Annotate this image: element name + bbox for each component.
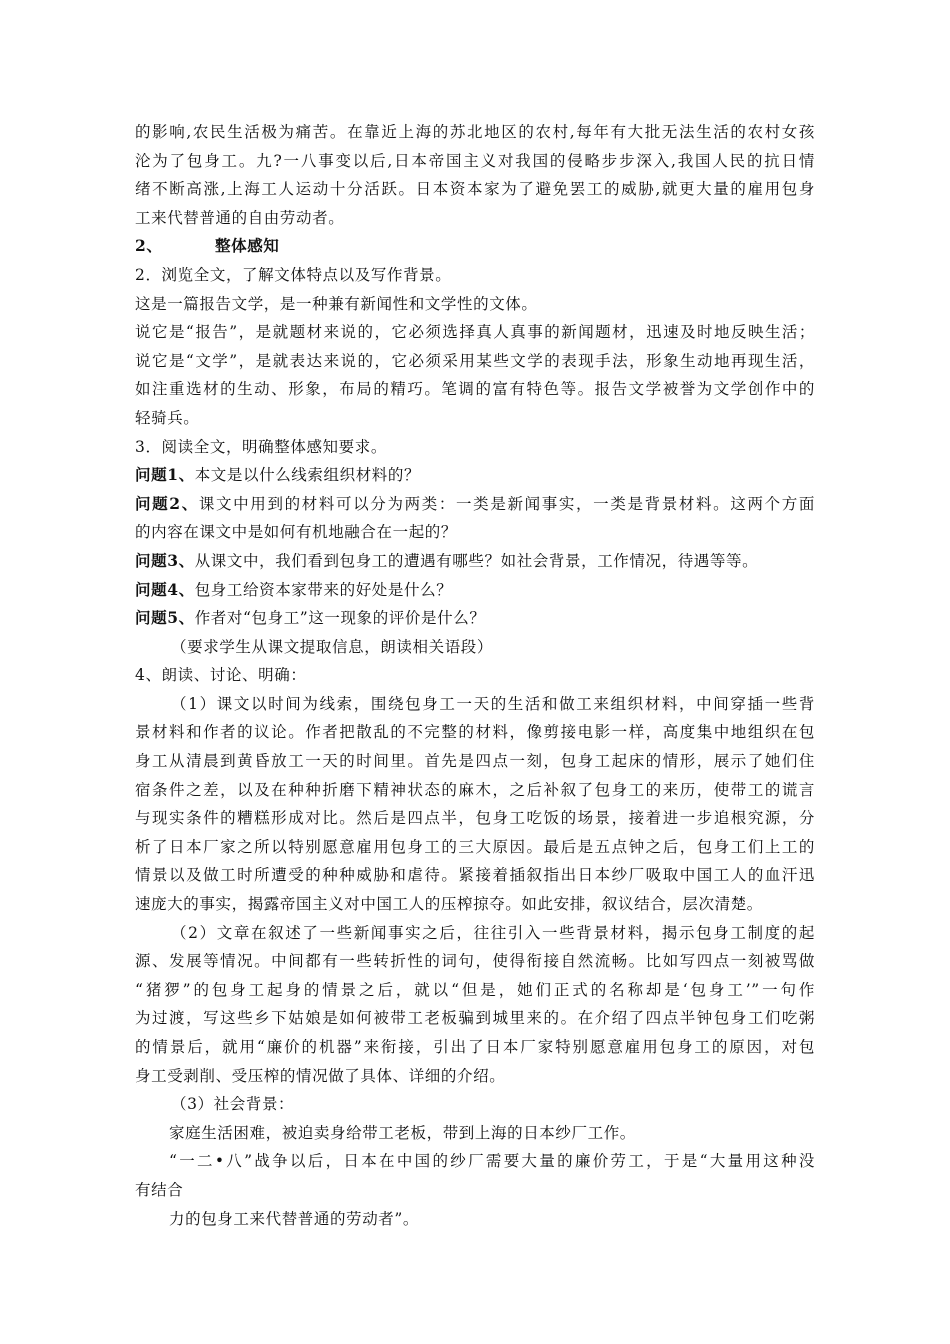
intro-line-2: 沦为了包身工。九?一八事变以后,日本帝国主义对我国的侵略步步深入,我国人民的抗日情: [135, 151, 815, 170]
question-text: 从课文中，我们看到包身工的遭遇有哪些？如社会背景，工作情况，待遇等等。: [194, 551, 759, 570]
question-5: [135, 604, 815, 633]
answer1-line-7: 情景以及做工时所遭受的种种威胁和虐待。紧接着插叙指出日本纱厂吸取中国工人的血汗迅: [135, 866, 815, 885]
answer1-line-5: 与现实条件的糟糕形成对比。然后是四点半，包身工吃饭的场景，接着进一步追根究源，分: [135, 809, 815, 828]
answer1-line-3: 身工从清晨到黄昏放工一天的时间里。首先是四点一刻，包身工起床的情形，展示了她们住: [135, 752, 815, 771]
report-line-5: 轻骑兵。: [135, 408, 200, 427]
question-3: [135, 547, 815, 576]
answer2-line-6: 身工受剥削、受压榨的情况做了具体、详细的介绍。: [135, 1066, 506, 1085]
question-2-cont: [135, 518, 815, 547]
section-title: 整体感知: [215, 236, 280, 256]
requirement-note: （要求学生从课文提取信息，朗读相关语段）: [171, 637, 494, 656]
report-line-2: 说它是“报告”，是就题材来说的，它必须选择真人真事的新闻题材，迅速及时地反映生活；: [135, 323, 815, 342]
question-text: 的内容在课文中是如何有机地融合在一起的？: [135, 523, 458, 542]
section-number: 2、: [135, 236, 163, 256]
answer1-line-1: （1）课文以时间为线索，围绕包身工一天的生活和做工来组织材料，中间穿插一些背: [171, 694, 815, 713]
answer1-line-8: 速庞大的事实，揭露帝国主义对中国工人的压榨掠夺。如此安排，叙议结合，层次清楚。: [135, 895, 763, 914]
question-2: [135, 490, 815, 519]
intro-line-3: 绪不断高涨,上海工人运动十分活跃。日本资本家为了避免罢工的威胁,就更大量的雇用包身: [135, 180, 815, 199]
answer3-line-3: 有结合: [135, 1180, 184, 1199]
answer3-line-1: 家庭生活困难，被迫卖身给带工老板，带到上海的日本纱厂工作。: [169, 1123, 636, 1142]
answer2-line-1: （2）文章在叙述了一些新闻事实之后，往往引入一些背景材料，揭示包身工制度的起: [171, 923, 815, 942]
item-2: 2．浏览全文，了解文体特点以及写作背景。: [135, 265, 452, 284]
answer3-line-2: “一二•八”战争以后，日本在中国的纱厂需要大量的廉价劳工，于是“大量用这种没: [169, 1152, 815, 1171]
question-text: 作者对“包身工”这一现象的评价是什么？: [194, 609, 486, 628]
intro-line-4: 工来代替普通的自由劳动者。: [135, 208, 345, 227]
question-text: 课文中用到的材料可以分为两类：一类是新闻事实，一类是背景材料。这两个方面: [198, 494, 816, 513]
question-label: 问题4、: [135, 579, 195, 599]
report-line-4: 如注重选材的生动、形象，布局的精巧。笔调的富有特色等。报告文学被誉为文学创作中的: [135, 380, 815, 399]
section-heading: [135, 232, 815, 261]
answer2-line-5: 的情景后，就用“廉价的机器”来衔接，引出了日本厂家特别愿意雇用包身工的原因，对包: [135, 1038, 815, 1056]
intro-line-1: 的影响,农民生活极为痛苦。在靠近上海的苏北地区的农村,每年有大批无法生活的农村女孩: [135, 123, 815, 141]
answer3-line-4: 力的包身工来代替普通的劳动者”。: [169, 1209, 420, 1228]
question-label: 问题5、: [135, 608, 195, 628]
answer2-line-3: “猪猡”的包身工起身的情景之后，就以“但是，她们正式的名称却是‘包身工’”一句作: [135, 980, 815, 999]
report-line-3: 说它是“文学”，是就表达来说的，它必须采用某些文学的表现手法，形象生动地再现生活，: [135, 351, 815, 370]
answer3-title: （3）社会背景：: [171, 1095, 295, 1114]
answer1-line-6: 析了日本厂家之所以特别愿意雇用包身工的三大原因。最后是五点钟之后，包身工们上工的: [135, 837, 815, 856]
report-line-1: 这是一篇报告文学，是一种兼有新闻性和文学性的文体。: [135, 294, 538, 313]
answer1-line-2: 景材料和作者的议论。作者把散乱的不完整的材料，像剪接电影一样，高度集中地组织在包: [135, 723, 815, 742]
item-3: 3．阅读全文，明确整体感知要求。: [135, 437, 387, 456]
question-label: 问题2、: [135, 493, 199, 513]
question-label: 问题1、: [135, 465, 195, 485]
answer1-line-4: 宿条件之差，以及在种种折磨下精神状态的麻木，之后补叙了包身工的来历，使带工的谎言: [135, 780, 815, 799]
answer2-line-4: 为过渡，写这些乡下姑娘是如何被带工老板骗到城里来的。在介绍了四点半钟包身工们吃粥: [135, 1009, 815, 1028]
question-1: [135, 461, 815, 490]
question-text: 包身工给资本家带来的好处是什么？: [194, 580, 453, 599]
item-4: 4、朗读、讨论、明确：: [135, 666, 307, 685]
question-4: [135, 576, 815, 605]
answer2-line-2: 源、发展等情况。中间都有一些转折性的词句，使得衔接自然流畅。比如写四点一刻被骂做: [135, 952, 815, 971]
question-text: 本文是以什么线索组织材料的？: [194, 466, 421, 485]
question-label: 问题3、: [135, 550, 195, 570]
document-page: [135, 118, 815, 1233]
